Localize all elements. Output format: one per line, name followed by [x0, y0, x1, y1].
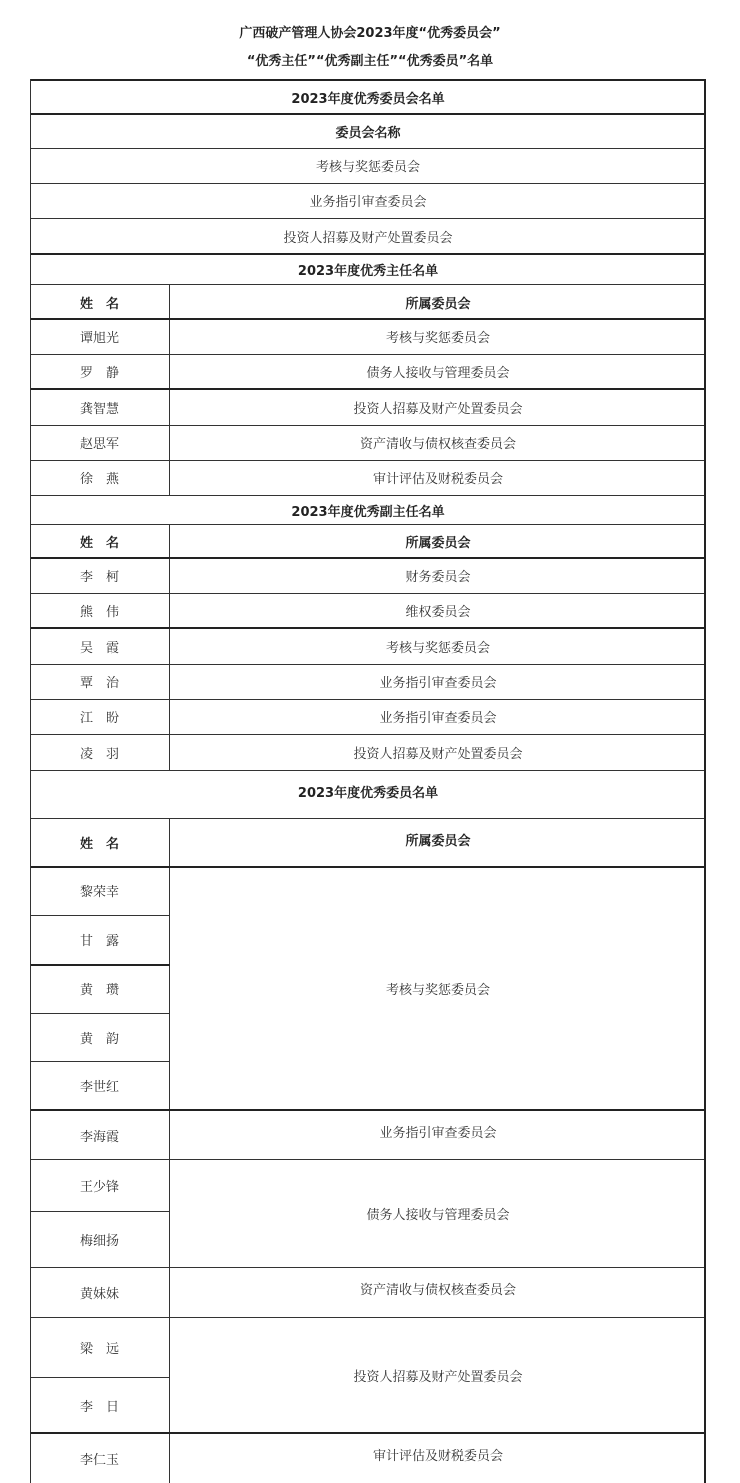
table-row [30, 664, 706, 699]
section4-header-row [30, 770, 706, 818]
grid-line [30, 79, 706, 81]
grid-line [30, 627, 706, 629]
grid-line [30, 1013, 170, 1014]
section3-header: 2023年度优秀副主任名单 [291, 504, 445, 520]
committee-name-cell: 投资人招募及财产处置委员会 [283, 230, 453, 246]
committee-cell: 考核与奖惩委员会 [385, 331, 490, 346]
table-row [30, 866, 706, 915]
grid-line [30, 1159, 706, 1160]
table-row [30, 558, 706, 593]
table-row [30, 218, 706, 254]
grid-line [30, 1061, 170, 1062]
grid-line [30, 318, 706, 320]
page-title-line1: 广西破产管理人协会2023年度“优秀委员会” [239, 26, 501, 41]
member-name-cell: 李 日 [30, 1377, 170, 1433]
member-name-cell: 甘 露 [30, 915, 170, 964]
grid-line [30, 1432, 706, 1434]
committee-cell: 资产清收与债权核查委员会 [359, 1283, 516, 1298]
section1-column-header-row [30, 114, 706, 148]
section1-header-row [30, 80, 706, 114]
grid-line [704, 79, 706, 1483]
section3-header-row [30, 495, 706, 525]
grid-line [30, 734, 706, 735]
table-row [30, 964, 706, 1013]
table-row [30, 1160, 706, 1211]
name-column-header: 姓 名 [30, 285, 170, 319]
grid-line [30, 425, 706, 426]
grid-line [30, 964, 170, 966]
section4-column-header-row [30, 818, 706, 866]
member-name-cell: 凌 羽 [30, 734, 170, 770]
grid-line [30, 113, 706, 115]
member-name-cell: 龚智慧 [30, 389, 170, 425]
grid-line [30, 148, 706, 149]
grid-line [30, 1211, 170, 1212]
section2-header: 2023年度优秀主任名单 [297, 264, 439, 279]
committee-cell: 投资人招募及财产处置委员会 [353, 401, 523, 417]
member-name-cell: 江 盼 [30, 699, 170, 734]
member-name-cell: 李世红 [30, 1061, 170, 1110]
grid-line [30, 593, 706, 594]
section4-header: 2023年度优秀委员名单 [297, 786, 439, 801]
grid-line [30, 183, 706, 184]
table-row [30, 1013, 706, 1061]
committee-cell: 考核与奖惩委员会 [385, 982, 490, 998]
table-row [30, 1433, 706, 1483]
member-name-cell: 熊 伟 [30, 593, 170, 628]
grid-line [30, 253, 706, 255]
section1-header: 2023年度优秀委员会名单 [291, 91, 445, 107]
table-row [30, 1110, 706, 1160]
committee-cell: 业务指引审查委员会 [379, 1126, 497, 1141]
committee-cell: 审计评估及财税委员会 [372, 1449, 503, 1464]
member-name-cell: 梁 远 [30, 1317, 170, 1377]
member-name-cell: 梅细扬 [30, 1211, 170, 1267]
member-name-cell: 徐 燕 [30, 460, 170, 495]
member-name-cell: 谭旭光 [30, 319, 170, 354]
committee-column-header: 所属委员会 [405, 834, 471, 849]
grid-line [30, 1377, 170, 1378]
page-title-line2: “优秀主任”“优秀副主任”“优秀委员”名单 [246, 54, 494, 69]
table-row [30, 389, 706, 425]
table-row [30, 1267, 706, 1317]
committee-cell: 审计评估及财税委员会 [372, 472, 503, 487]
grid-line [30, 79, 31, 1483]
table-row [30, 628, 706, 664]
committee-cell: 财务委员会 [405, 570, 471, 585]
grid-line [30, 866, 706, 868]
committee-cell: 业务指引审查委员会 [379, 711, 497, 726]
member-name-cell: 赵思军 [30, 425, 170, 460]
grid-line [30, 699, 706, 700]
grid-line [30, 770, 706, 771]
grid-line [30, 495, 706, 496]
member-name-cell: 罗 静 [30, 354, 170, 389]
table-row [30, 425, 706, 460]
member-name-cell: 黎荣幸 [30, 866, 170, 915]
table-row [30, 1211, 706, 1267]
table-row [30, 460, 706, 495]
table-row [30, 593, 706, 628]
grid-line [30, 460, 706, 461]
grid-line [30, 524, 706, 525]
grid-line [30, 388, 706, 390]
member-name-cell: 李海霞 [30, 1110, 170, 1160]
grid-line [30, 818, 706, 819]
member-name-cell: 黄 韵 [30, 1013, 170, 1061]
grid-line [30, 1109, 706, 1111]
table-row [30, 354, 706, 389]
table-row [30, 183, 706, 218]
committee-cell: 资产清收与债权核查委员会 [359, 437, 516, 452]
committee-name-cell: 考核与奖惩委员会 [315, 160, 420, 175]
committee-name-cell: 业务指引审查委员会 [309, 195, 427, 210]
member-name-cell: 李仁玉 [30, 1433, 170, 1483]
grid-line [30, 1317, 706, 1318]
section2-column-header-row [30, 285, 706, 319]
grid-line [30, 915, 170, 916]
table-row [30, 1317, 706, 1377]
table-row [30, 1377, 706, 1433]
committee-cell: 投资人招募及财产处置委员会 [353, 746, 523, 762]
member-name-cell: 黄 瓒 [30, 964, 170, 1013]
committee-cell: 投资人招募及财产处置委员会 [353, 1369, 523, 1385]
name-column-header: 姓 名 [30, 525, 170, 558]
committee-cell: 债务人接收与管理委员会 [366, 366, 510, 381]
section2-header-row [30, 254, 706, 285]
name-column-header: 姓 名 [30, 818, 170, 866]
member-name-cell: 吴 霞 [30, 628, 170, 664]
table-row [30, 319, 706, 354]
table-row [30, 148, 706, 183]
member-name-cell: 黄妹妹 [30, 1267, 170, 1317]
committee-cell: 考核与奖惩委员会 [385, 640, 490, 656]
member-name-cell: 王少锋 [30, 1160, 170, 1211]
committee-column-header: 所属委员会 [405, 296, 471, 312]
grid-line [30, 664, 706, 665]
member-name-cell: 覃 治 [30, 664, 170, 699]
committee-column-header: 所属委员会 [405, 536, 471, 551]
grid-line [30, 1267, 706, 1268]
section3-column-header-row [30, 525, 706, 558]
committee-cell: 维权委员会 [405, 605, 471, 620]
table-row [30, 1061, 706, 1110]
table-row [30, 915, 706, 964]
grid-line [30, 354, 706, 355]
grid-line [30, 557, 706, 559]
committee-cell: 债务人接收与管理委员会 [366, 1208, 510, 1223]
grid-line [30, 284, 706, 285]
grid-line [30, 218, 706, 219]
committee-cell: 业务指引审查委员会 [379, 676, 497, 691]
table-row [30, 734, 706, 770]
committee-name-header: 委员会名称 [335, 125, 401, 141]
table-row [30, 699, 706, 734]
member-name-cell: 李 柯 [30, 558, 170, 593]
